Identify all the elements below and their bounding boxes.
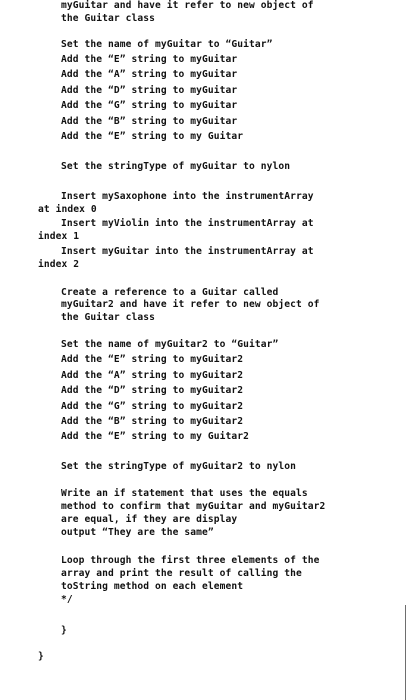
- comment-line: Add the “G” string to myGuitar: [61, 100, 238, 111]
- comment-line: Add the “D” string to myGuitar2: [61, 385, 244, 396]
- comment-close: */: [61, 594, 73, 605]
- comment-line: Insert myViolin into the instrumentArray at: [61, 218, 314, 229]
- comment-line: Loop through the first three elements of the: [61, 555, 320, 566]
- comment-line: Set the stringType of myGuitar2 to nylon: [61, 461, 297, 472]
- comment-line: Add the “B” string to myGuitar2: [61, 416, 244, 427]
- comment-line: Set the stringType of myGuitar to nylon: [61, 161, 291, 172]
- comment-line: Add the “E” string to my Guitar2: [61, 431, 250, 442]
- comment-line: toString method on each element: [61, 581, 244, 592]
- comment-line: index 2: [38, 259, 80, 270]
- comment-line: Insert myGuitar into the instrumentArray at: [61, 246, 314, 257]
- comment-line: the Guitar class: [61, 312, 156, 323]
- comment-line: Create a reference to a Guitar called: [61, 287, 279, 298]
- comment-line: Write an if statement that uses the equals: [61, 488, 308, 499]
- comment-line: method to confirm that myGuitar and myGuitar2: [61, 501, 326, 512]
- class-closing-brace: }: [38, 651, 44, 662]
- comment-line: Set the name of myGuitar2 to “Guitar”: [61, 339, 279, 350]
- method-closing-brace: }: [61, 625, 67, 636]
- comment-line: Set the name of myGuitar to “Guitar”: [61, 39, 273, 50]
- comment-line: Add the “A” string to myGuitar: [61, 69, 238, 80]
- comment-line: output “They are the same”: [61, 527, 214, 538]
- comment-line: are equal, if they are display: [61, 514, 238, 525]
- comment-line: index 1: [38, 231, 80, 242]
- comment-line: Add the “B” string to myGuitar: [61, 116, 238, 127]
- comment-line: Insert mySaxophone into the instrumentArray: [61, 191, 314, 202]
- comment-line: myGuitar2 and have it refer to new object of: [61, 299, 320, 310]
- comment-line: Add the “D” string to myGuitar: [61, 85, 238, 96]
- comment-line: Add the “G” string to myGuitar2: [61, 401, 244, 412]
- comment-line: Add the “E” string to my Guitar: [61, 131, 244, 142]
- comment-line: Add the “E” string to myGuitar2: [61, 354, 244, 365]
- comment-line: array and print the result of calling the: [61, 568, 302, 579]
- comment-line: Add the “A” string to myGuitar2: [61, 370, 244, 381]
- comment-line: myGuitar and have it refer to new object of: [61, 0, 314, 11]
- comment-line: the Guitar class: [61, 13, 156, 24]
- comment-line: Add the “E” string to myGuitar: [61, 54, 238, 65]
- scrollbar-edge: [405, 605, 406, 700]
- comment-line: at index 0: [38, 204, 97, 215]
